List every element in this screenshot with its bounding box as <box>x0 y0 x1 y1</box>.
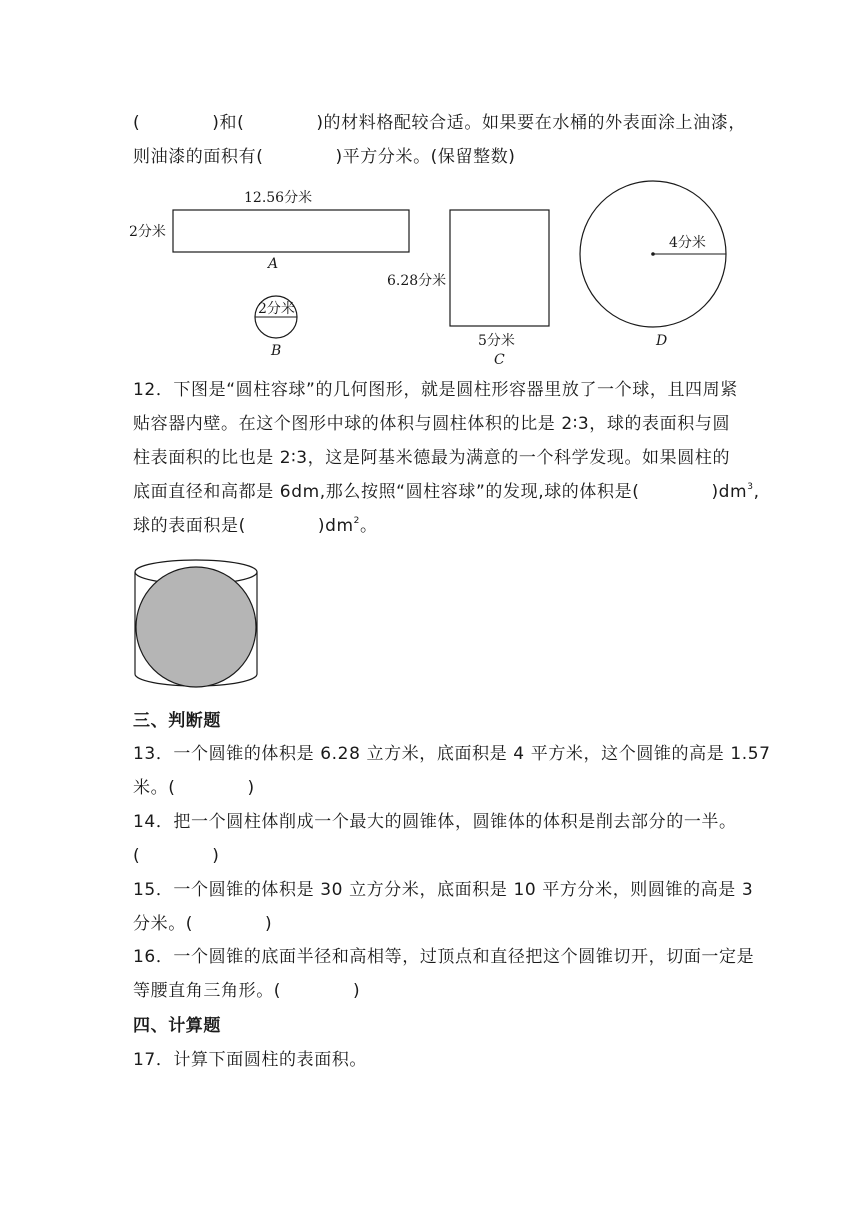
q12-line-4 <box>133 481 760 503</box>
q16-line2-pre: 等腰直角三角形。( <box>133 981 282 1001</box>
q12-line-3: 柱表面积的比也是 2∶3，这是阿基米德最为满意的一个科学发现。如果圆柱的 <box>133 448 731 468</box>
q15-line-2 <box>133 913 272 935</box>
rect-a-side-label: 2分米 <box>129 224 166 240</box>
rect-a-top-label: 12.56分米 <box>244 190 313 206</box>
q12-line5-unit: )dm <box>317 516 354 536</box>
q15-line-1: 15．一个圆锥的体积是 30 立方分米，底面积是 10 平方分米，则圆锥的高是 3 <box>133 880 754 900</box>
circle-d-label: 4分米 <box>669 235 706 251</box>
section-4-heading: 四、计算题 <box>133 1016 221 1036</box>
q11-line2-pre: 则油漆的面积有( <box>133 147 264 167</box>
q13-line-2 <box>133 777 255 799</box>
q14-line-1: 14．把一个圆柱体削成一个最大的圆锥体，圆锥体的体积是削去部分的一半。 <box>133 812 737 832</box>
q11-rest-text: )的材料格配较合适。如果要在水桶的外表面涂上油漆， <box>316 113 746 133</box>
materials-figure <box>120 180 740 372</box>
circle-b-letter: B <box>271 343 282 359</box>
section-3-heading: 三、判断题 <box>133 711 221 731</box>
q11-middle-text: )和( <box>212 113 245 133</box>
q11-line-2 <box>133 146 516 168</box>
rect-c-bottom-label: 5分米 <box>478 333 515 349</box>
q13-line2-post: ) <box>247 778 255 798</box>
rect-c-side-label: 6.28分米 <box>387 273 447 289</box>
q12-line-1: 12．下图是“圆柱容球”的几何图形，就是圆柱形容器里放了一个球，且四周紧 <box>133 380 738 400</box>
cylinder-sphere-figure <box>128 555 268 695</box>
rect-a-letter: A <box>268 256 279 272</box>
q12-line5-end: 。 <box>359 516 378 536</box>
q14-line2-pre: ( <box>133 846 141 866</box>
circle-b-label: 2分米 <box>258 301 295 317</box>
rect-c-letter: C <box>494 352 505 368</box>
q12-line4-unit: )dm <box>711 482 748 502</box>
q15-line2-post: ) <box>265 914 273 934</box>
rect-c <box>450 210 549 326</box>
q12-line4-end: , <box>753 482 760 502</box>
q11-open-paren: ( <box>133 113 141 133</box>
circle-d-letter: D <box>656 333 668 349</box>
q14-line2-post: ) <box>212 846 220 866</box>
q11-line-1 <box>133 112 746 134</box>
q12-line-2: 贴容器内壁。在这个图形中球的体积与圆柱体积的比是 2∶3，球的表面积与圆 <box>133 414 731 434</box>
q12-line5-sup: 2 <box>353 516 360 526</box>
q12-line4-pre: 底面直径和高都是 6dm,那么按照“圆柱容球”的发现,球的体积是( <box>133 482 640 502</box>
q15-line2-pre: 分米。( <box>133 914 194 934</box>
q13-line-1: 13．一个圆锥的体积是 6.28 立方米，底面积是 4 平方米，这个圆锥的高是 1.57 <box>133 744 771 764</box>
q12-line-5 <box>133 515 378 537</box>
sphere <box>136 567 256 687</box>
q16-line2-post: ) <box>353 981 361 1001</box>
q13-line2-pre: 米。( <box>133 778 176 798</box>
q12-line4-sup: 3 <box>747 482 754 492</box>
q16-line-1: 16．一个圆锥的底面半径和高相等，过顶点和直径把这个圆锥切开，切面一定是 <box>133 947 755 967</box>
q16-line-2 <box>133 980 360 1002</box>
q17-line-1: 17．计算下面圆柱的表面积。 <box>133 1050 368 1070</box>
q14-line-2 <box>133 845 219 867</box>
rect-a <box>173 210 409 252</box>
circle-d-center <box>651 252 655 256</box>
q12-line5-pre: 球的表面积是( <box>133 516 246 536</box>
q11-line2-post: )平方分米。(保留整数) <box>335 147 516 167</box>
